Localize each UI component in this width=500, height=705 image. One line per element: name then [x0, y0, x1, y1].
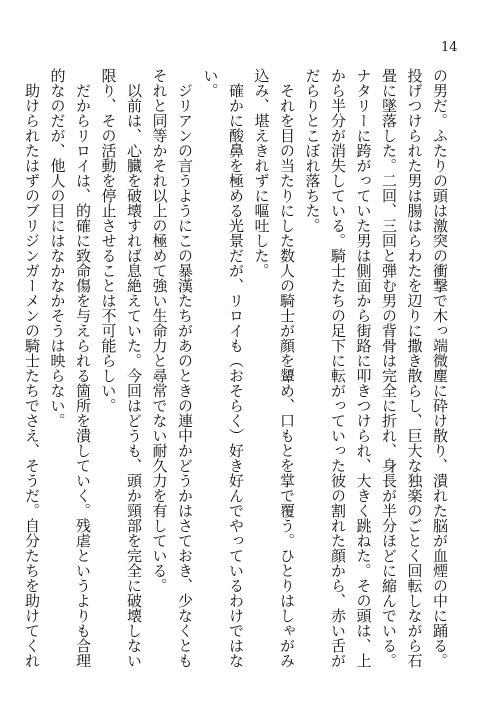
- paragraph: 確かに酸鼻を極める光景だが、リロイも（おそらく）好き好んでやっているわけではない。: [201, 68, 245, 668]
- page-number: 14: [441, 40, 458, 55]
- paragraph: の男だ。ふたりの頭は激突の衝撃で木っ端微塵に砕け散り、潰れた脳が血煙の中に踊る。投げつけられた男は腸はらわたを辺りに撒き散らし、巨大な独楽のごとく回転しながら石畳に墜落した。二回、三回と弾む男の背骨は完全に折れ、身長が半分ほどに縮んでいる。ナタリーに跨がっていた男は側面から街路に叩きつけられ、大きく跳ねた。その頭は、上から半分が消失している。騎士たちの足下に転がっていった彼の割れた顔から、赤い舌がだらりとこぼれ落ちた。: [303, 68, 449, 668]
- paragraph: 以前は、心臓を破壊すれば息絶えていた。今回はどうも、頭か頸部を完全に破壊しない限り、その活動を停止させることは不可能らしい。: [99, 68, 143, 668]
- paragraph: 助けられたはずのブリジンガーメンの騎士たちでさえ、そうだ。自分たちを助けてくれ: [23, 83, 41, 668]
- paragraph: だからリロイは、的確に致命傷を与えられる箇所を潰していく。残虐というよりも合理的なのだが、他人の目にはなかなかそうは映らない。: [48, 68, 92, 668]
- paragraph: それを目の当たりにした数人の騎士が顔を顰め、口もとを掌で覆う。ひとりはしゃがみ込み、堪えきれずに嘔吐した。: [252, 68, 296, 668]
- body-text: [23, 68, 452, 668]
- paragraph: ジリアンの言うようにこの暴漢たちがあのときの連中かどうかはさておき、少なくともそれと同等かそれ以上の極めて強い生命力と尋常でない耐久力を有している。: [150, 68, 194, 668]
